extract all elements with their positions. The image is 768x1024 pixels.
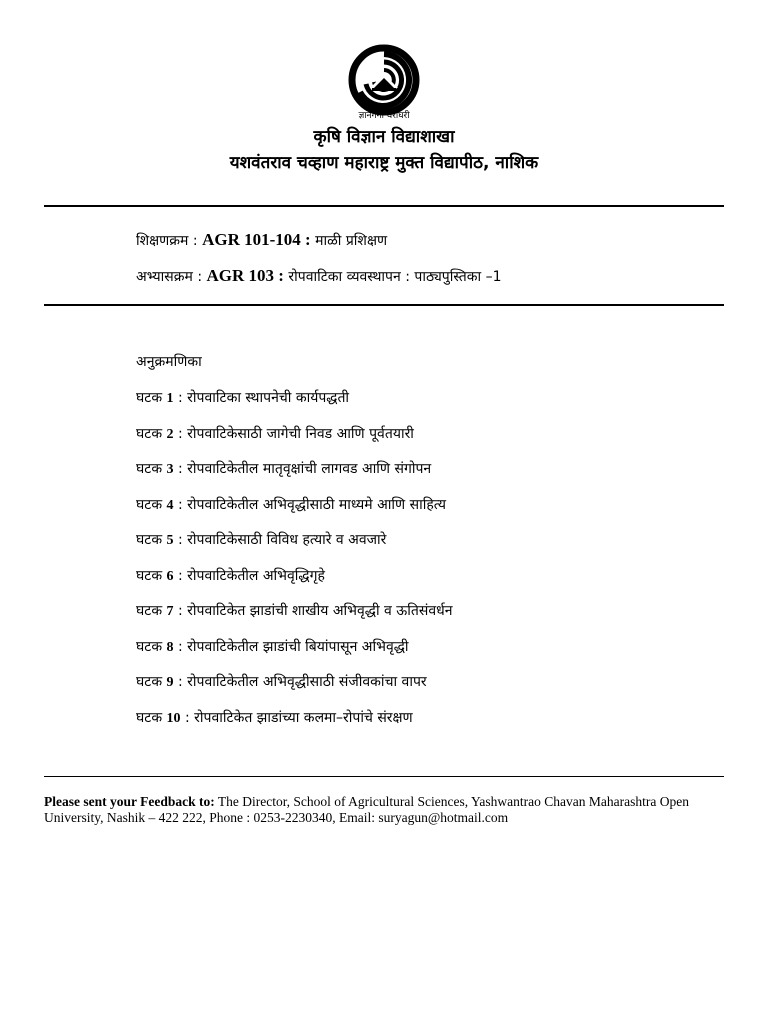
program-code: AGR 101-104 : <box>202 230 311 249</box>
faculty-title: कृषि विज्ञान विद्याशाखा <box>313 127 455 147</box>
toc-item: घटक 7 : रोपवाटिकेत झाडांची शाखीय अभिवृद्धी व ऊतिसंवर्धन <box>136 603 453 619</box>
divider-top <box>44 205 724 207</box>
feedback-address: The Director, School of Agricultural Sciences, Yashwantrao Chavan Maharashtra Open University, Nashik – 422 222, Phone : 0253-2230340, Email: suryagun@hotmail.com <box>44 794 689 825</box>
toc-item: घटक 3 : रोपवाटिकेतील मातृवृक्षांची लागवड आणि संगोपन <box>136 461 432 477</box>
toc-item: घटक 5 : रोपवाटिकेसाठी विविध हत्यारे व अवजारे <box>136 532 387 548</box>
program-label: शिक्षणक्रम <box>136 233 189 249</box>
subject-line: अभ्यासक्रम : AGR 103 : रोपवाटिका व्यवस्थापन : पाठ्यपुस्तिका –1 <box>136 266 502 285</box>
feedback-footer <box>44 794 734 826</box>
toc-item: घटक 8 : रोपवाटिकेतील झाडांची बियांपासून अभिवृद्धी <box>136 638 409 655</box>
feedback-lead: Please sent your Feedback to: <box>44 794 215 809</box>
subject-code: AGR 103 : <box>206 266 284 285</box>
divider-footer <box>44 776 724 777</box>
university-title: यशवंतराव चव्हाण महाराष्ट्र मुक्त विद्यापीठ, नाशिक <box>229 153 539 173</box>
subject-label: अभ्यासक्रम <box>136 269 193 285</box>
toc-item: घटक 10 : रोपवाटिकेत झाडांच्या कलमा–रोपांचे संरक्षण <box>136 709 413 726</box>
toc-item: घटक 9 : रोपवाटिकेतील अभिवृद्धीसाठी संजीवकांचा वापर <box>136 674 427 690</box>
toc-item: घटक 2 : रोपवाटिकेसाठी जागेची निवड आणि पूर्वतयारी <box>136 425 414 442</box>
subject-name: रोपवाटिका व्यवस्थापन : पाठ्यपुस्तिका –1 <box>288 269 502 285</box>
toc-list <box>136 388 453 743</box>
program-line: शिक्षणक्रम : AGR 101-104 : माळी प्रशिक्षण <box>136 230 388 249</box>
program-name: माळी प्रशिक्षण <box>315 233 388 249</box>
toc-item: घटक 6 : रोपवाटिकेतील अभिवृद्धिगृहे <box>136 567 325 584</box>
toc-item: घटक 4 : रोपवाटिकेतील अभिवृद्धीसाठी माध्यमे आणि साहित्य <box>136 496 446 513</box>
divider-middle <box>44 304 724 306</box>
toc-item: घटक 1 : रोपवाटिका स्थापनेची कार्यपद्धती <box>136 390 350 406</box>
logo-motto: ज्ञानगंगा घरोघरी <box>358 111 410 121</box>
toc-title: अनुक्रमणिका <box>136 354 202 370</box>
